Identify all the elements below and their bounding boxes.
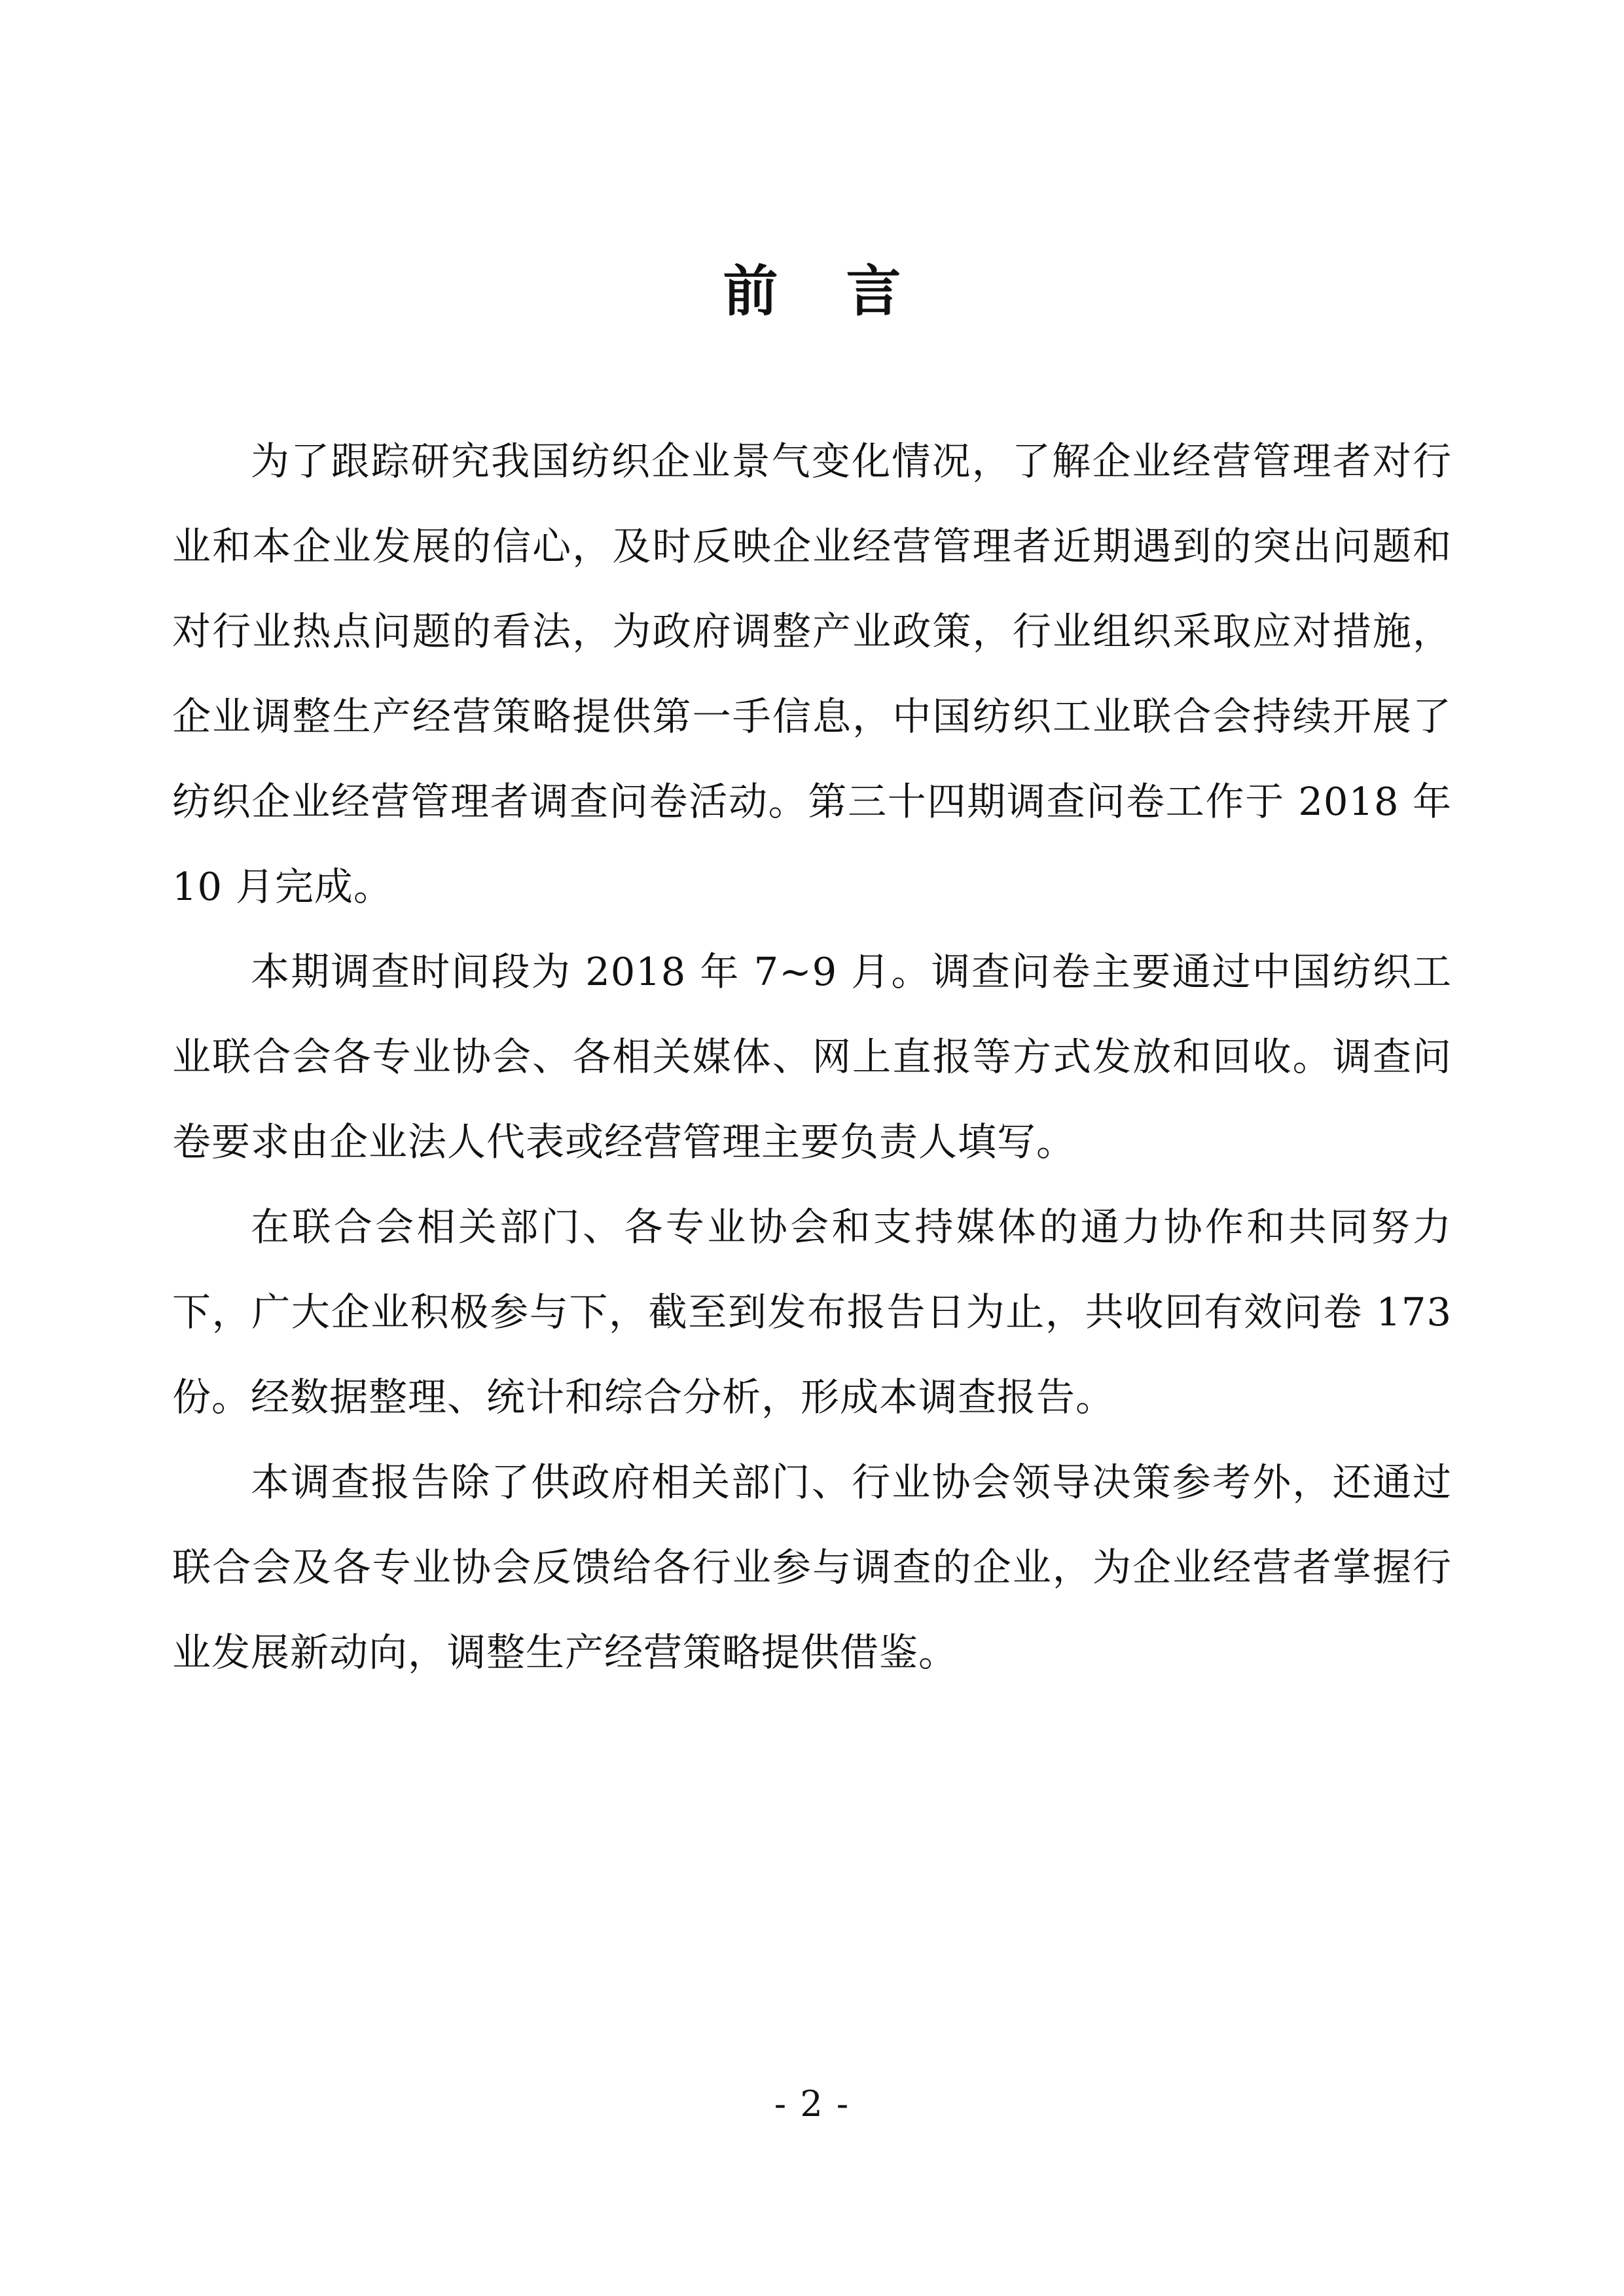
paragraph-4: 本调查报告除了供政府相关部门、行业协会领导决策参考外，还通过联合会及各专业协会反馈给各行业参与调查的企业，为企业经营者掌握行业发展新动向，调整生产经营策略提供借鉴。	[172, 1460, 1452, 1675]
page-title: 前言	[723, 259, 969, 323]
paragraph-2: 本期调查时间段为 2018 年 7~9 月。调查问卷主要通过中国纺织工业联合会各专业协会、各相关媒体、网上直报等方式发放和回收。调查问卷要求由企业法人代表或经营管理主要负责人填写。	[172, 949, 1452, 1164]
paragraph-3: 在联合会相关部门、各专业协会和支持媒体的通力协作和共同努力下，广大企业积极参与下，截至到发布报告日为止，共收回有效问卷 173 份。经数据整理、统计和综合分析，形成本调查报告。	[172, 1204, 1452, 1420]
paragraph-1: 为了跟踪研究我国纺织企业景气变化情况，了解企业经营管理者对行业和本企业发展的信心，及时反映企业经营管理者近期遇到的突出问题和对行业热点问题的看法，为政府调整产业政策，行业组织采取应对措施，企业调整生产经营策略提供第一手信息，中国纺织工业联合会持续开展了纺织企业经营管理者调查问卷活动。第三十四期调查问卷工作于 2018 年 10 月完成。	[172, 439, 1452, 909]
body-text	[172, 419, 1452, 1695]
page-number: - 2 -	[774, 2083, 850, 2125]
